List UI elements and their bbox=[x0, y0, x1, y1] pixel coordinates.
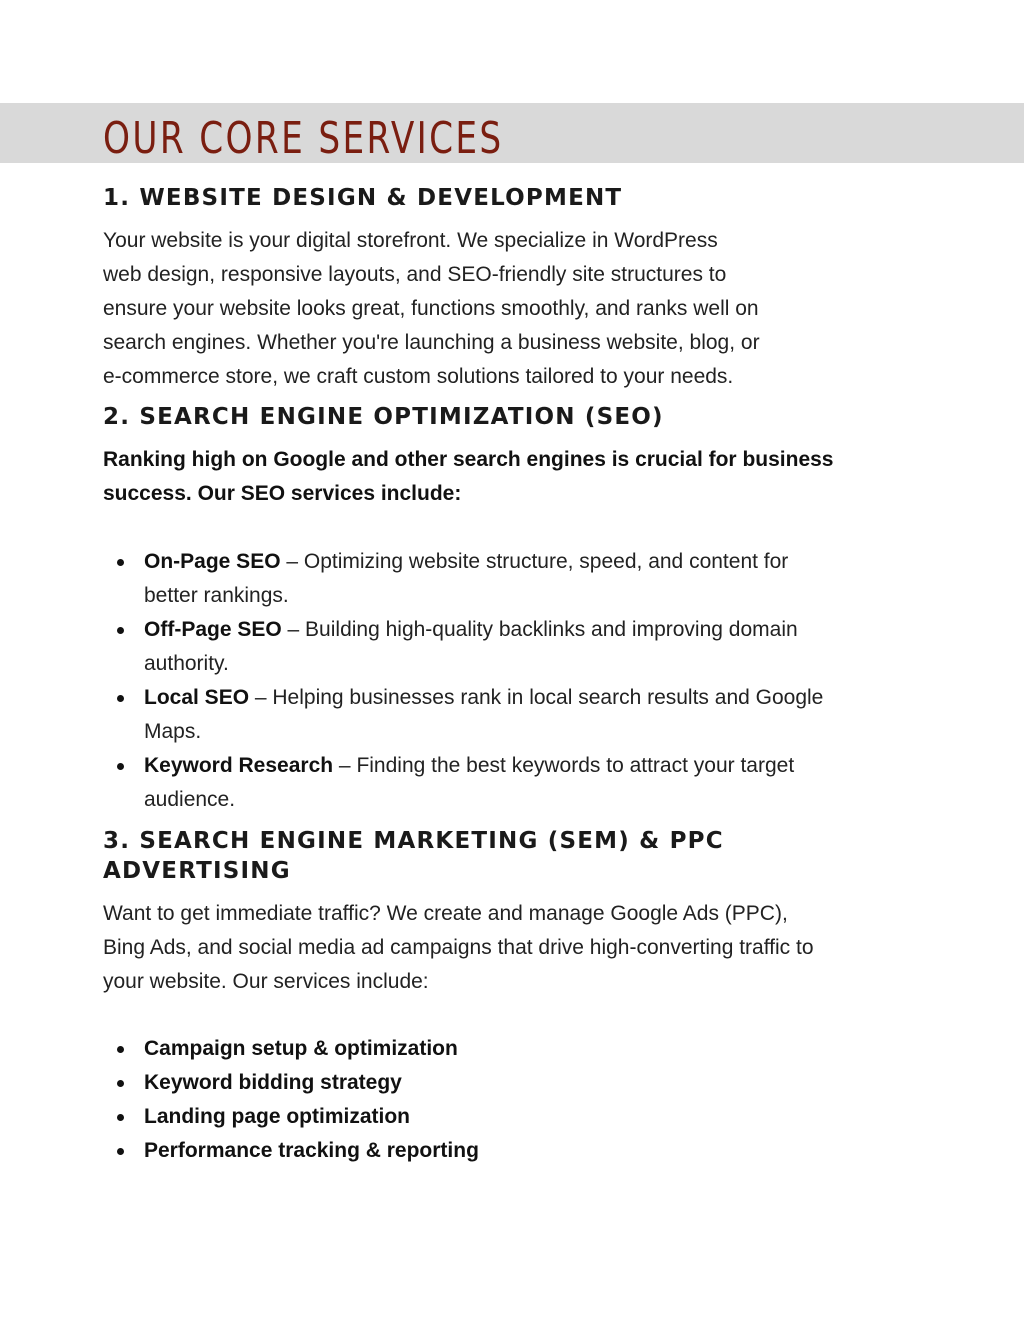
page-title: OUR CORE SERVICES bbox=[103, 113, 504, 164]
section-heading-sem-ppc bbox=[103, 826, 724, 886]
section-heading-seo: 2. SEARCH ENGINE OPTIMIZATION (SEO) bbox=[103, 404, 664, 430]
text-line: your website. Our services include: bbox=[103, 970, 429, 993]
list-item bbox=[103, 613, 823, 681]
item-term: Keyword Research bbox=[144, 754, 334, 777]
item-description: – Helping businesses rank in local search results and Google bbox=[249, 686, 824, 709]
text-line: success. Our SEO services include: bbox=[103, 482, 462, 505]
item-description: – Optimizing website structure, speed, and content for bbox=[280, 550, 789, 573]
item-term: Landing page optimization bbox=[144, 1105, 410, 1128]
item-term: Keyword bidding strategy bbox=[144, 1071, 402, 1094]
bullet-icon bbox=[117, 1114, 124, 1121]
list-item bbox=[103, 1100, 479, 1134]
text-line: e-commerce store, we craft custom solutions tailored to your needs. bbox=[103, 365, 734, 388]
item-description: – Finding the best keywords to attract your target bbox=[333, 754, 795, 777]
bullet-icon bbox=[117, 559, 124, 566]
seo-services-list bbox=[103, 545, 823, 817]
list-item bbox=[103, 681, 823, 749]
heading-line: ADVERTISING bbox=[103, 858, 291, 884]
list-item bbox=[103, 1134, 479, 1168]
heading-line: 3. SEARCH ENGINE MARKETING (SEM) & PPC bbox=[103, 828, 724, 854]
list-item bbox=[103, 1066, 479, 1100]
text-line: search engines. Whether you're launching a business website, blog, or bbox=[103, 331, 760, 354]
text-line: Ranking high on Google and other search engines is crucial for business bbox=[103, 448, 834, 471]
seo-intro bbox=[103, 443, 833, 511]
item-term: Local SEO bbox=[144, 686, 250, 709]
text-line: ensure your website looks great, functions smoothly, and ranks well on bbox=[103, 297, 759, 320]
web-design-description bbox=[103, 224, 760, 394]
bullet-icon bbox=[117, 763, 124, 770]
text-line: Want to get immediate traffic? We create and manage Google Ads (PPC), bbox=[103, 902, 788, 925]
item-description-cont: audience. bbox=[144, 788, 236, 811]
bullet-icon bbox=[117, 1046, 124, 1053]
bullet-icon bbox=[117, 1080, 124, 1087]
list-item bbox=[103, 545, 823, 613]
item-description-cont: authority. bbox=[144, 652, 229, 675]
list-item bbox=[103, 1032, 479, 1066]
text-line: Bing Ads, and social media ad campaigns that drive high-converting traffic to bbox=[103, 936, 814, 959]
sem-services-list bbox=[103, 1032, 479, 1168]
sem-description bbox=[103, 897, 814, 999]
item-description-cont: Maps. bbox=[144, 720, 202, 743]
bullet-icon bbox=[117, 695, 124, 702]
bullet-icon bbox=[117, 627, 124, 634]
item-term: Off-Page SEO bbox=[144, 618, 282, 641]
item-description-cont: better rankings. bbox=[144, 584, 289, 607]
item-term: Performance tracking & reporting bbox=[144, 1139, 479, 1162]
item-description: – Building high-quality backlinks and improving domain bbox=[281, 618, 798, 641]
section-heading-web-design: 1. WEBSITE DESIGN & DEVELOPMENT bbox=[103, 185, 623, 211]
list-item bbox=[103, 749, 823, 817]
bullet-icon bbox=[117, 1148, 124, 1155]
item-term: Campaign setup & optimization bbox=[144, 1037, 458, 1060]
text-line: Your website is your digital storefront. We specialize in WordPress bbox=[103, 229, 718, 252]
item-term: On-Page SEO bbox=[144, 550, 281, 573]
text-line: web design, responsive layouts, and SEO-friendly site structures to bbox=[103, 263, 727, 286]
